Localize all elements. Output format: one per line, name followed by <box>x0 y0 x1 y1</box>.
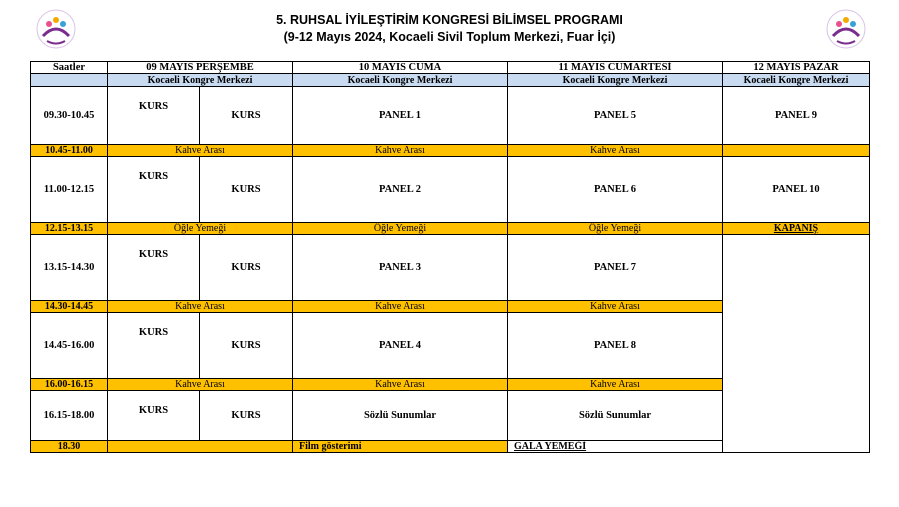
location-sun: Kocaeli Kongre Merkezi <box>723 74 870 87</box>
break-sat: Kahve Arası <box>508 145 723 157</box>
break-sat: Öğle Yemeği <box>508 223 723 235</box>
day-header-sat: 11 MAYIS CUMARTESİ <box>508 62 723 74</box>
session-sat: PANEL 5 <box>508 87 723 145</box>
break-row <box>31 223 870 235</box>
evening-thu <box>108 441 293 453</box>
slot-time: 14.45-16.00 <box>31 313 108 379</box>
break-thu: Kahve Arası <box>108 379 293 391</box>
course-cell: KURS <box>200 313 293 379</box>
break-time: 12.15-13.15 <box>31 223 108 235</box>
break-time: 14.30-14.45 <box>31 301 108 313</box>
gala-dinner: GALA YEMEĞİ <box>508 441 723 453</box>
page-header <box>0 12 899 46</box>
day-header-sun: 12 MAYIS PAZAR <box>723 62 870 74</box>
table-row <box>31 157 870 223</box>
slot-time: 16.15-18.00 <box>31 391 108 441</box>
evening-time: 18.30 <box>31 441 108 453</box>
table-row <box>31 87 870 145</box>
break-sat: Kahve Arası <box>508 379 723 391</box>
location-sat: Kocaeli Kongre Merkezi <box>508 74 723 87</box>
break-thu: Kahve Arası <box>108 145 293 157</box>
break-sun <box>723 145 870 157</box>
slot-time: 13.15-14.30 <box>31 235 108 301</box>
course-cell: KURS <box>200 235 293 301</box>
program-table <box>30 61 870 453</box>
day-header-thu: 09 MAYIS PERŞEMBE <box>108 62 293 74</box>
break-fri: Öğle Yemeği <box>293 223 508 235</box>
page-subtitle: (9-12 Mayıs 2024, Kocaeli Sivil Toplum Merkezi, Fuar İçi) <box>283 30 616 44</box>
slot-time: 09.30-10.45 <box>31 87 108 145</box>
session-fri: PANEL 2 <box>293 157 508 223</box>
table-row <box>31 235 870 301</box>
break-time: 16.00-16.15 <box>31 379 108 391</box>
session-sat: PANEL 8 <box>508 313 723 379</box>
session-fri: PANEL 4 <box>293 313 508 379</box>
session-sat: PANEL 7 <box>508 235 723 301</box>
film-screening: Film gösterimi <box>293 441 508 453</box>
session-fri: Sözlü Sunumlar <box>293 391 508 441</box>
course-cell: KURS <box>108 235 200 301</box>
course-cell: KURS <box>200 391 293 441</box>
break-fri: Kahve Arası <box>293 145 508 157</box>
break-fri: Kahve Arası <box>293 301 508 313</box>
session-fri: PANEL 1 <box>293 87 508 145</box>
closing-ceremony: KAPANIŞ <box>723 223 870 235</box>
session-sat: PANEL 6 <box>508 157 723 223</box>
location-blank <box>31 74 108 87</box>
session-sun: PANEL 9 <box>723 87 870 145</box>
col-time-header: Saatler <box>31 62 108 74</box>
course-cell: KURS <box>108 157 200 223</box>
location-thu: Kocaeli Kongre Merkezi <box>108 74 293 87</box>
break-thu: Kahve Arası <box>108 301 293 313</box>
session-fri: PANEL 3 <box>293 235 508 301</box>
slot-time: 11.00-12.15 <box>31 157 108 223</box>
break-time: 10.45-11.00 <box>31 145 108 157</box>
break-thu: Öğle Yemeği <box>108 223 293 235</box>
course-cell: KURS <box>200 157 293 223</box>
course-cell: KURS <box>108 87 200 145</box>
break-fri: Kahve Arası <box>293 379 508 391</box>
table-header-row <box>31 62 870 74</box>
location-row <box>31 74 870 87</box>
break-sat: Kahve Arası <box>508 301 723 313</box>
sun-empty-block <box>723 235 870 453</box>
course-cell: KURS <box>108 313 200 379</box>
session-sat: Sözlü Sunumlar <box>508 391 723 441</box>
page-title: 5. RUHSAL İYİLEŞTİRİM KONGRESİ BİLİMSEL PROGRAMI <box>276 13 623 27</box>
course-cell: KURS <box>200 87 293 145</box>
session-sun: PANEL 10 <box>723 157 870 223</box>
location-fri: Kocaeli Kongre Merkezi <box>293 74 508 87</box>
course-cell: KURS <box>108 391 200 441</box>
break-row <box>31 145 870 157</box>
day-header-fri: 10 MAYIS CUMA <box>293 62 508 74</box>
